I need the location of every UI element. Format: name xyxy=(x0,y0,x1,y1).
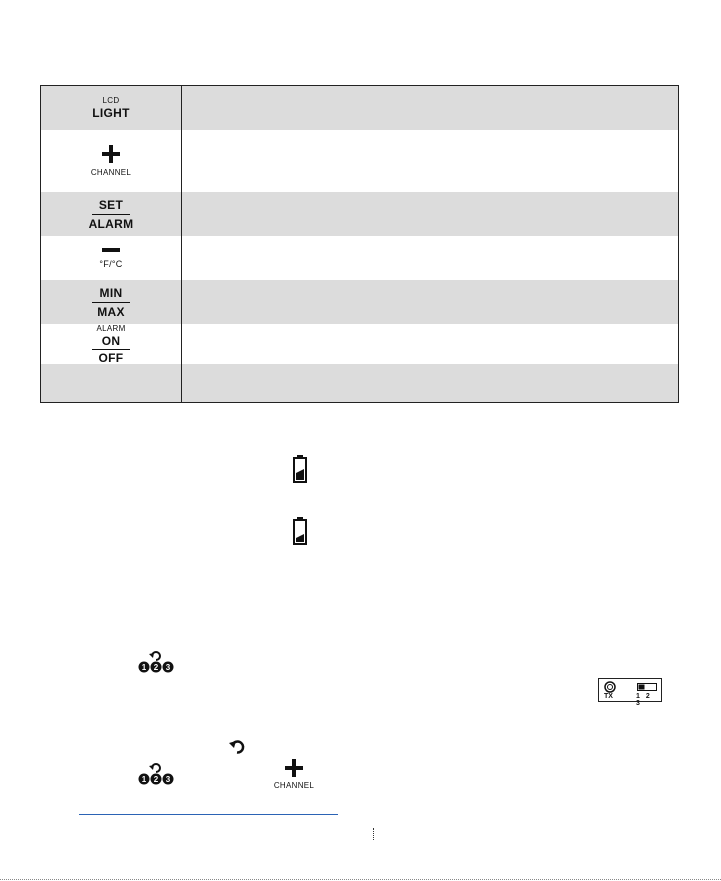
rotate-icon xyxy=(229,739,245,755)
light-button-icon xyxy=(41,86,181,130)
table-divider xyxy=(181,86,182,402)
battery-low-icon xyxy=(293,455,307,483)
channel-cycle-icon xyxy=(138,761,174,785)
page-marker xyxy=(373,828,374,840)
off-label: OFF xyxy=(98,350,124,365)
set-alarm-button-icon xyxy=(41,192,181,236)
alarm-small-label: ALARM xyxy=(96,323,126,333)
on-label: ON xyxy=(101,333,121,348)
channel-cycle-icon xyxy=(138,649,174,673)
channel-digit-2: 2 xyxy=(153,775,159,784)
channel-label: CHANNEL xyxy=(90,167,132,177)
button-legend-table xyxy=(40,85,679,403)
set-label: SET xyxy=(98,197,124,212)
tx-label: TX xyxy=(604,693,613,700)
channel-button-icon xyxy=(41,130,181,192)
table-row-light xyxy=(41,86,678,130)
light-small-label: LCD xyxy=(102,96,120,105)
minus-icon xyxy=(102,248,120,253)
channel-digit-2: 2 xyxy=(153,663,159,672)
channel-digit-1: 1 xyxy=(141,663,147,672)
plus-channel-label: CHANNEL xyxy=(273,781,315,790)
channel-switch-digits: 1 2 3 xyxy=(636,693,652,707)
channel-digit-3: 3 xyxy=(165,663,171,672)
alarm-label: ALARM xyxy=(88,216,134,231)
tx-button-icon xyxy=(604,681,616,693)
channel-switch-icon xyxy=(637,683,657,691)
alarm-on-off-button-icon xyxy=(41,324,181,364)
page-edge xyxy=(0,879,721,880)
min-max-button-icon xyxy=(41,280,181,324)
min-label: MIN xyxy=(99,285,123,300)
table-row-empty xyxy=(41,364,678,402)
table-row-alarm-on-off xyxy=(41,324,678,364)
plus-channel-icon xyxy=(272,759,316,791)
table-row-channel xyxy=(41,130,678,192)
max-label: MAX xyxy=(97,304,125,319)
light-big-label: LIGHT xyxy=(92,106,130,120)
channel-digit-3: 3 xyxy=(165,775,171,784)
unit-label: °F/°C xyxy=(99,258,123,269)
table-row-set-alarm xyxy=(41,192,678,236)
table-row-unit xyxy=(41,236,678,280)
channel-digit-1: 1 xyxy=(141,775,147,784)
battery-low-icon xyxy=(293,517,307,545)
unit-button-icon xyxy=(41,236,181,280)
plus-icon xyxy=(102,145,120,163)
plus-icon xyxy=(285,759,303,777)
table-row-min-max xyxy=(41,280,678,324)
tx-channel-panel xyxy=(598,678,662,707)
footnote-rule xyxy=(79,814,338,815)
